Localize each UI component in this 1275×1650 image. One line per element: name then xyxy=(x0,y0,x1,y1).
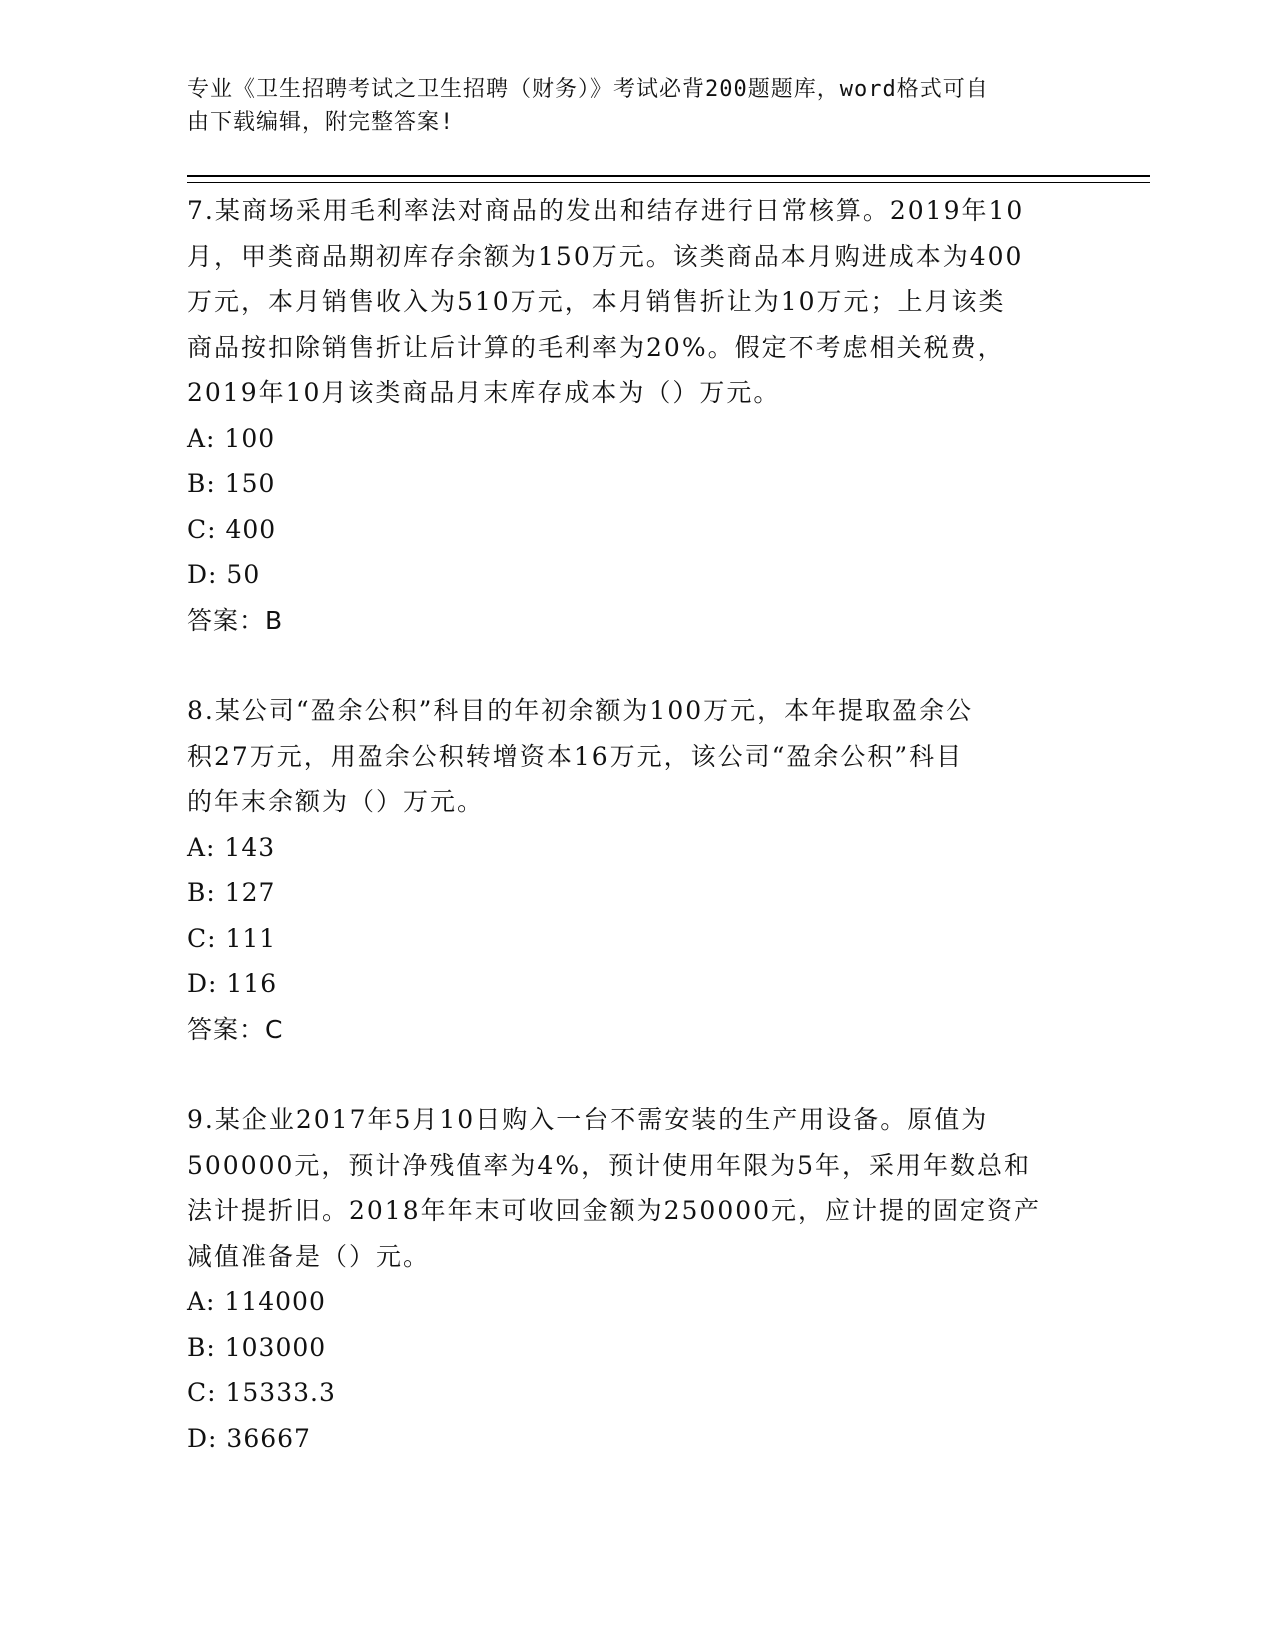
question-9 xyxy=(187,1097,1087,1461)
question-text-line: 万元，本月销售收入为510万元，本月销售折让为10万元；上月该类 xyxy=(187,287,1006,316)
question-list xyxy=(187,188,1087,1461)
question-text-line: 商品按扣除销售折让后计算的毛利率为20%。假定不考虑相关税费， xyxy=(187,332,1005,362)
question-text-line: 7.某商场采用毛利率法对商品的发出和结存进行日常核算。2019年10 xyxy=(187,196,1025,225)
question-8 xyxy=(187,688,1087,1052)
question-text-line: 的年末余额为（）万元。 xyxy=(187,787,485,816)
answer-line: 答案：C xyxy=(187,1014,284,1044)
header-divider-thick xyxy=(187,175,1150,177)
answer-line: 答案：B xyxy=(187,605,284,635)
question-text-line: 月，甲类商品期初库存余额为150万元。该类商品本月购进成本为400 xyxy=(187,241,1024,271)
option-c: C: 400 xyxy=(187,514,277,544)
option-a: A: 143 xyxy=(187,832,276,862)
question-text-line: 积27万元，用盈余公积转增资本16万元，该公司“盈余公积”科目 xyxy=(187,741,964,771)
option-b: B: 150 xyxy=(187,469,276,498)
option-b: B: 127 xyxy=(187,878,276,907)
question-text-line: 2019年10月该类商品月末库存成本为（）万元。 xyxy=(187,378,781,407)
option-b: B: 103000 xyxy=(187,1332,327,1362)
question-text-line: 9.某企业2017年5月10日购入一台不需安装的生产用设备。原值为 xyxy=(187,1105,989,1134)
question-text-line: 500000元，预计净残值率为4%，预计使用年限为5年，采用年数总和 xyxy=(187,1150,1032,1180)
question-text-line: 法计提折旧。2018年年末可收回金额为250000元，应计提的固定资产 xyxy=(187,1196,1042,1225)
question-spacer xyxy=(187,1052,1087,1097)
question-text-line: 8.某公司“盈余公积”科目的年初余额为100万元，本年提取盈余公 xyxy=(187,696,974,725)
question-spacer xyxy=(187,643,1087,688)
option-c: C: 111 xyxy=(187,923,277,953)
header-divider-thin xyxy=(187,182,1150,183)
option-d: D: 116 xyxy=(187,969,278,998)
option-a: A: 114000 xyxy=(187,1287,326,1316)
header-line-2: 由下载编辑，附完整答案! xyxy=(187,110,455,135)
option-d: D: 50 xyxy=(187,560,261,589)
option-c: C: 15333.3 xyxy=(187,1378,336,1407)
question-text-line: 减值准备是（）元。 xyxy=(187,1241,431,1271)
question-7 xyxy=(187,188,1087,643)
header-line-1: 专业《卫生招聘考试之卫生招聘（财务）》考试必背200题题库，word格式可自 xyxy=(187,77,989,102)
option-d: D: 36667 xyxy=(187,1423,311,1453)
option-a: A: 100 xyxy=(187,423,276,453)
document-header xyxy=(187,73,1067,139)
